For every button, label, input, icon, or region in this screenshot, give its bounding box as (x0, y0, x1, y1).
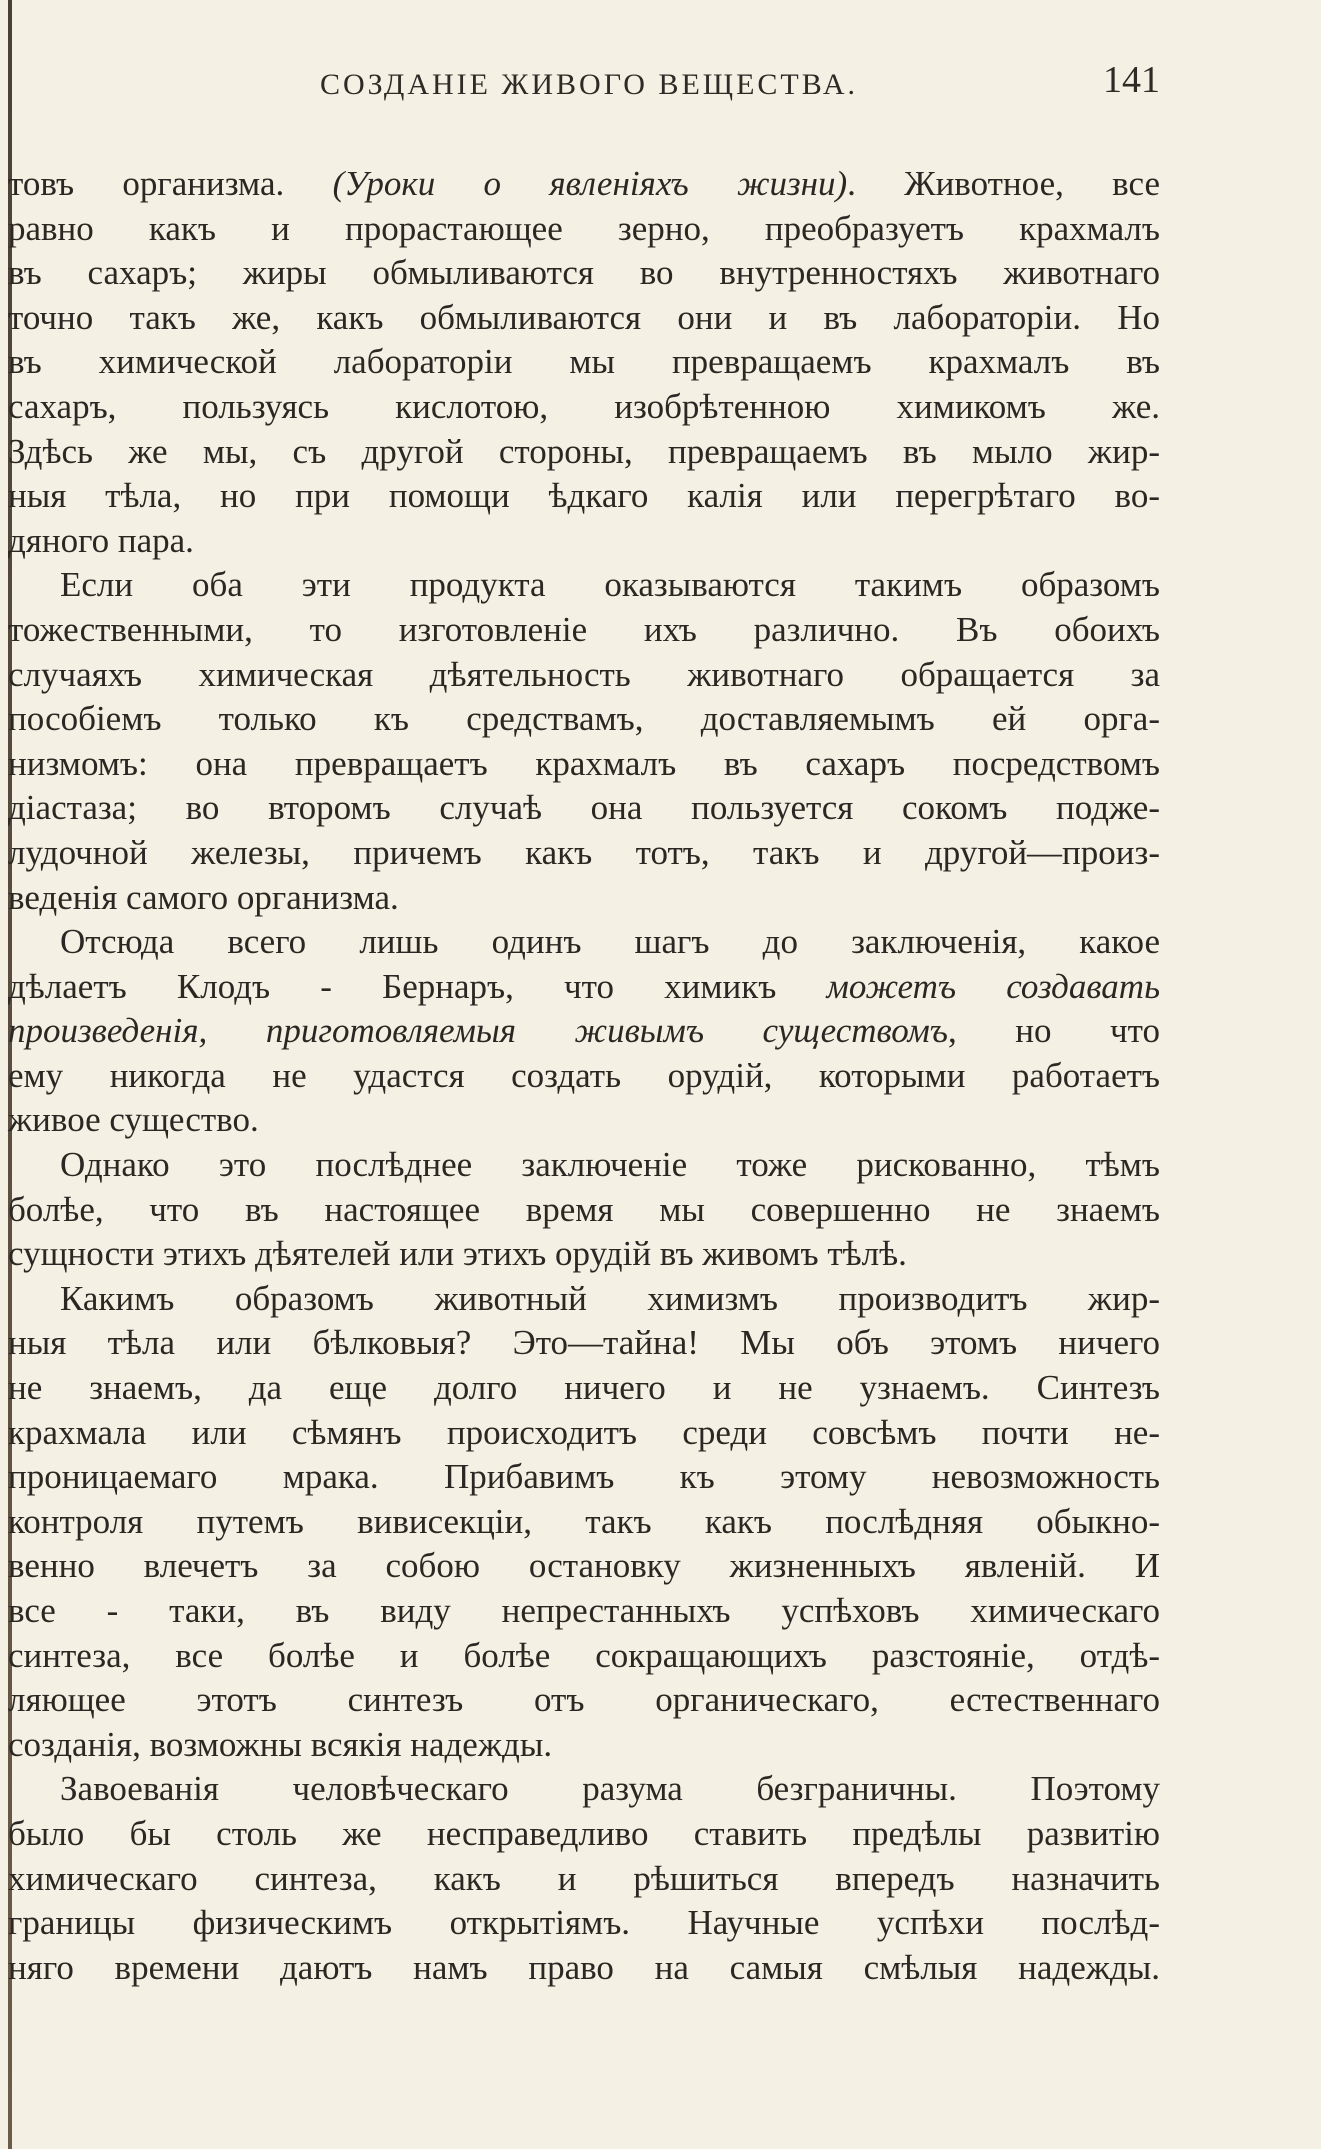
text-line (8, 162, 1160, 207)
text-line: діастаза; во второмъ случаѣ она пользуется сокомъ подже- (8, 788, 1160, 828)
text-line: ныя тѣла или бѣлковыя? Это—тайна! Мы объ этомъ ничего (8, 1323, 1160, 1363)
plain-text: дѣлаетъ Клодъ - Бернаръ, что химикъ (8, 966, 827, 1006)
text-line: венно влечетъ за собою остановку жизненныхъ явленій. И (8, 1546, 1160, 1586)
text-line: болѣе, что въ настоящее время мы совершенно не знаемъ (8, 1189, 1160, 1229)
text-line: тожественными, то изготовленіе ихъ различно. Въ обоихъ (8, 609, 1160, 649)
italic-text: произведенія, приготовляемыя живымъ существомъ (8, 1011, 948, 1051)
text-line: лудочной железы, причемъ какъ тотъ, такъ и другой—произ- (8, 832, 1160, 872)
text-line: равно какъ и прорастающее зерно, преобразуетъ крахмалъ (8, 208, 1160, 248)
text-line: сущности этихъ дѣятелей или этихъ орудій въ живомъ тѣлѣ. (8, 1234, 907, 1274)
text-line: синтеза, все болѣе и болѣе сокращающихъ разстояніе, отдѣ- (8, 1635, 1160, 1675)
italic-text: можетъ создавать (826, 966, 1160, 1006)
text-line: все - таки, въ виду непрестанныхъ успѣховъ химическаго (8, 1591, 1160, 1630)
text-line: Если оба эти продукта оказываются такимъ образомъ (60, 565, 1160, 605)
text-line: дяного пара. (8, 520, 194, 560)
text-line: химическаго синтеза, какъ и рѣшиться впередъ назначить (8, 1858, 1160, 1898)
text-line: границы физическимъ открытіямъ. Научные успѣхи послѣд- (8, 1903, 1160, 1943)
text-line: проницаемаго мрака. Прибавимъ къ этому невозможность (8, 1457, 1160, 1497)
text-line: пособіемъ только къ средствамъ, доставляемымъ ей орга- (8, 699, 1160, 739)
text-line: точно такъ же, какъ обмыливаются они и въ лабораторіи. Но (8, 297, 1160, 337)
text-line: Отсюда всего лишь одинъ шагъ до заключенія, какое (60, 922, 1160, 962)
plain-text: товъ организма. (8, 164, 333, 203)
text-line: Однако это послѣднее заключеніе тоже рискованно, тѣмъ (60, 1145, 1160, 1185)
body-text (8, 162, 1160, 1990)
text-line: ляющее этотъ синтезъ отъ органическаго, естественнаго (8, 1680, 1160, 1720)
text-line: Завоеванія человѣческаго разума безграничны. Поэтому (60, 1769, 1160, 1809)
text-line: въ сахаръ; жиры обмыливаются во внутренностяхъ животнаго (8, 253, 1160, 293)
text-line: ныя тѣла, но при помощи ѣдкаго калія или перегрѣтаго во- (8, 476, 1160, 516)
text-line: няго времени даютъ намъ право на самыя смѣлыя надежды. (8, 1947, 1160, 1987)
text-line: созданія, возможны всякія надежды. (8, 1724, 553, 1764)
text-line (8, 965, 1160, 1010)
text-line (8, 1009, 1160, 1054)
italic-text: (Уроки о явленіяхъ жизни) (332, 164, 848, 203)
plain-text: . Животное, все (847, 164, 1160, 203)
text-line: въ химической лабораторіи мы превращаемъ крахмалъ въ (8, 342, 1160, 382)
text-line: крахмала или сѣмянъ происходитъ среди совсѣмъ почти не- (8, 1412, 1160, 1452)
text-line: было бы столь же несправедливо ставить предѣлы развитію (8, 1813, 1160, 1853)
text-line: Какимъ образомъ животный химизмъ производитъ жир- (60, 1278, 1160, 1318)
text-line: ему никогда не удастся создать орудій, которыми работаетъ (8, 1055, 1160, 1095)
text-line: Здѣсь же мы, съ другой стороны, превращаемъ въ мыло жир- (8, 431, 1160, 471)
text-line: веденія самого организма. (8, 877, 399, 917)
text-line: случаяхъ химическая дѣятельность животнаго обращается за (8, 654, 1160, 694)
text-line: контроля путемъ вивисекціи, такъ какъ послѣдняя обыкно- (8, 1501, 1160, 1541)
text-line: низмомъ: она превращаетъ крахмалъ въ сахаръ посредствомъ (8, 743, 1160, 783)
page-number: 141 (1103, 59, 1160, 101)
running-title: СОЗДАНІЕ ЖИВОГО ВЕЩЕСТВА. (320, 68, 859, 101)
page-header (20, 58, 1160, 118)
text-line: не знаемъ, да еще долго ничего и не узнаемъ. Синтезъ (8, 1368, 1160, 1408)
text-line: живое существо. (8, 1100, 259, 1140)
text-line: сахаръ, пользуясь кислотою, изобрѣтенною химикомъ же. (8, 386, 1160, 426)
plain-text: , но что (947, 1011, 1160, 1051)
